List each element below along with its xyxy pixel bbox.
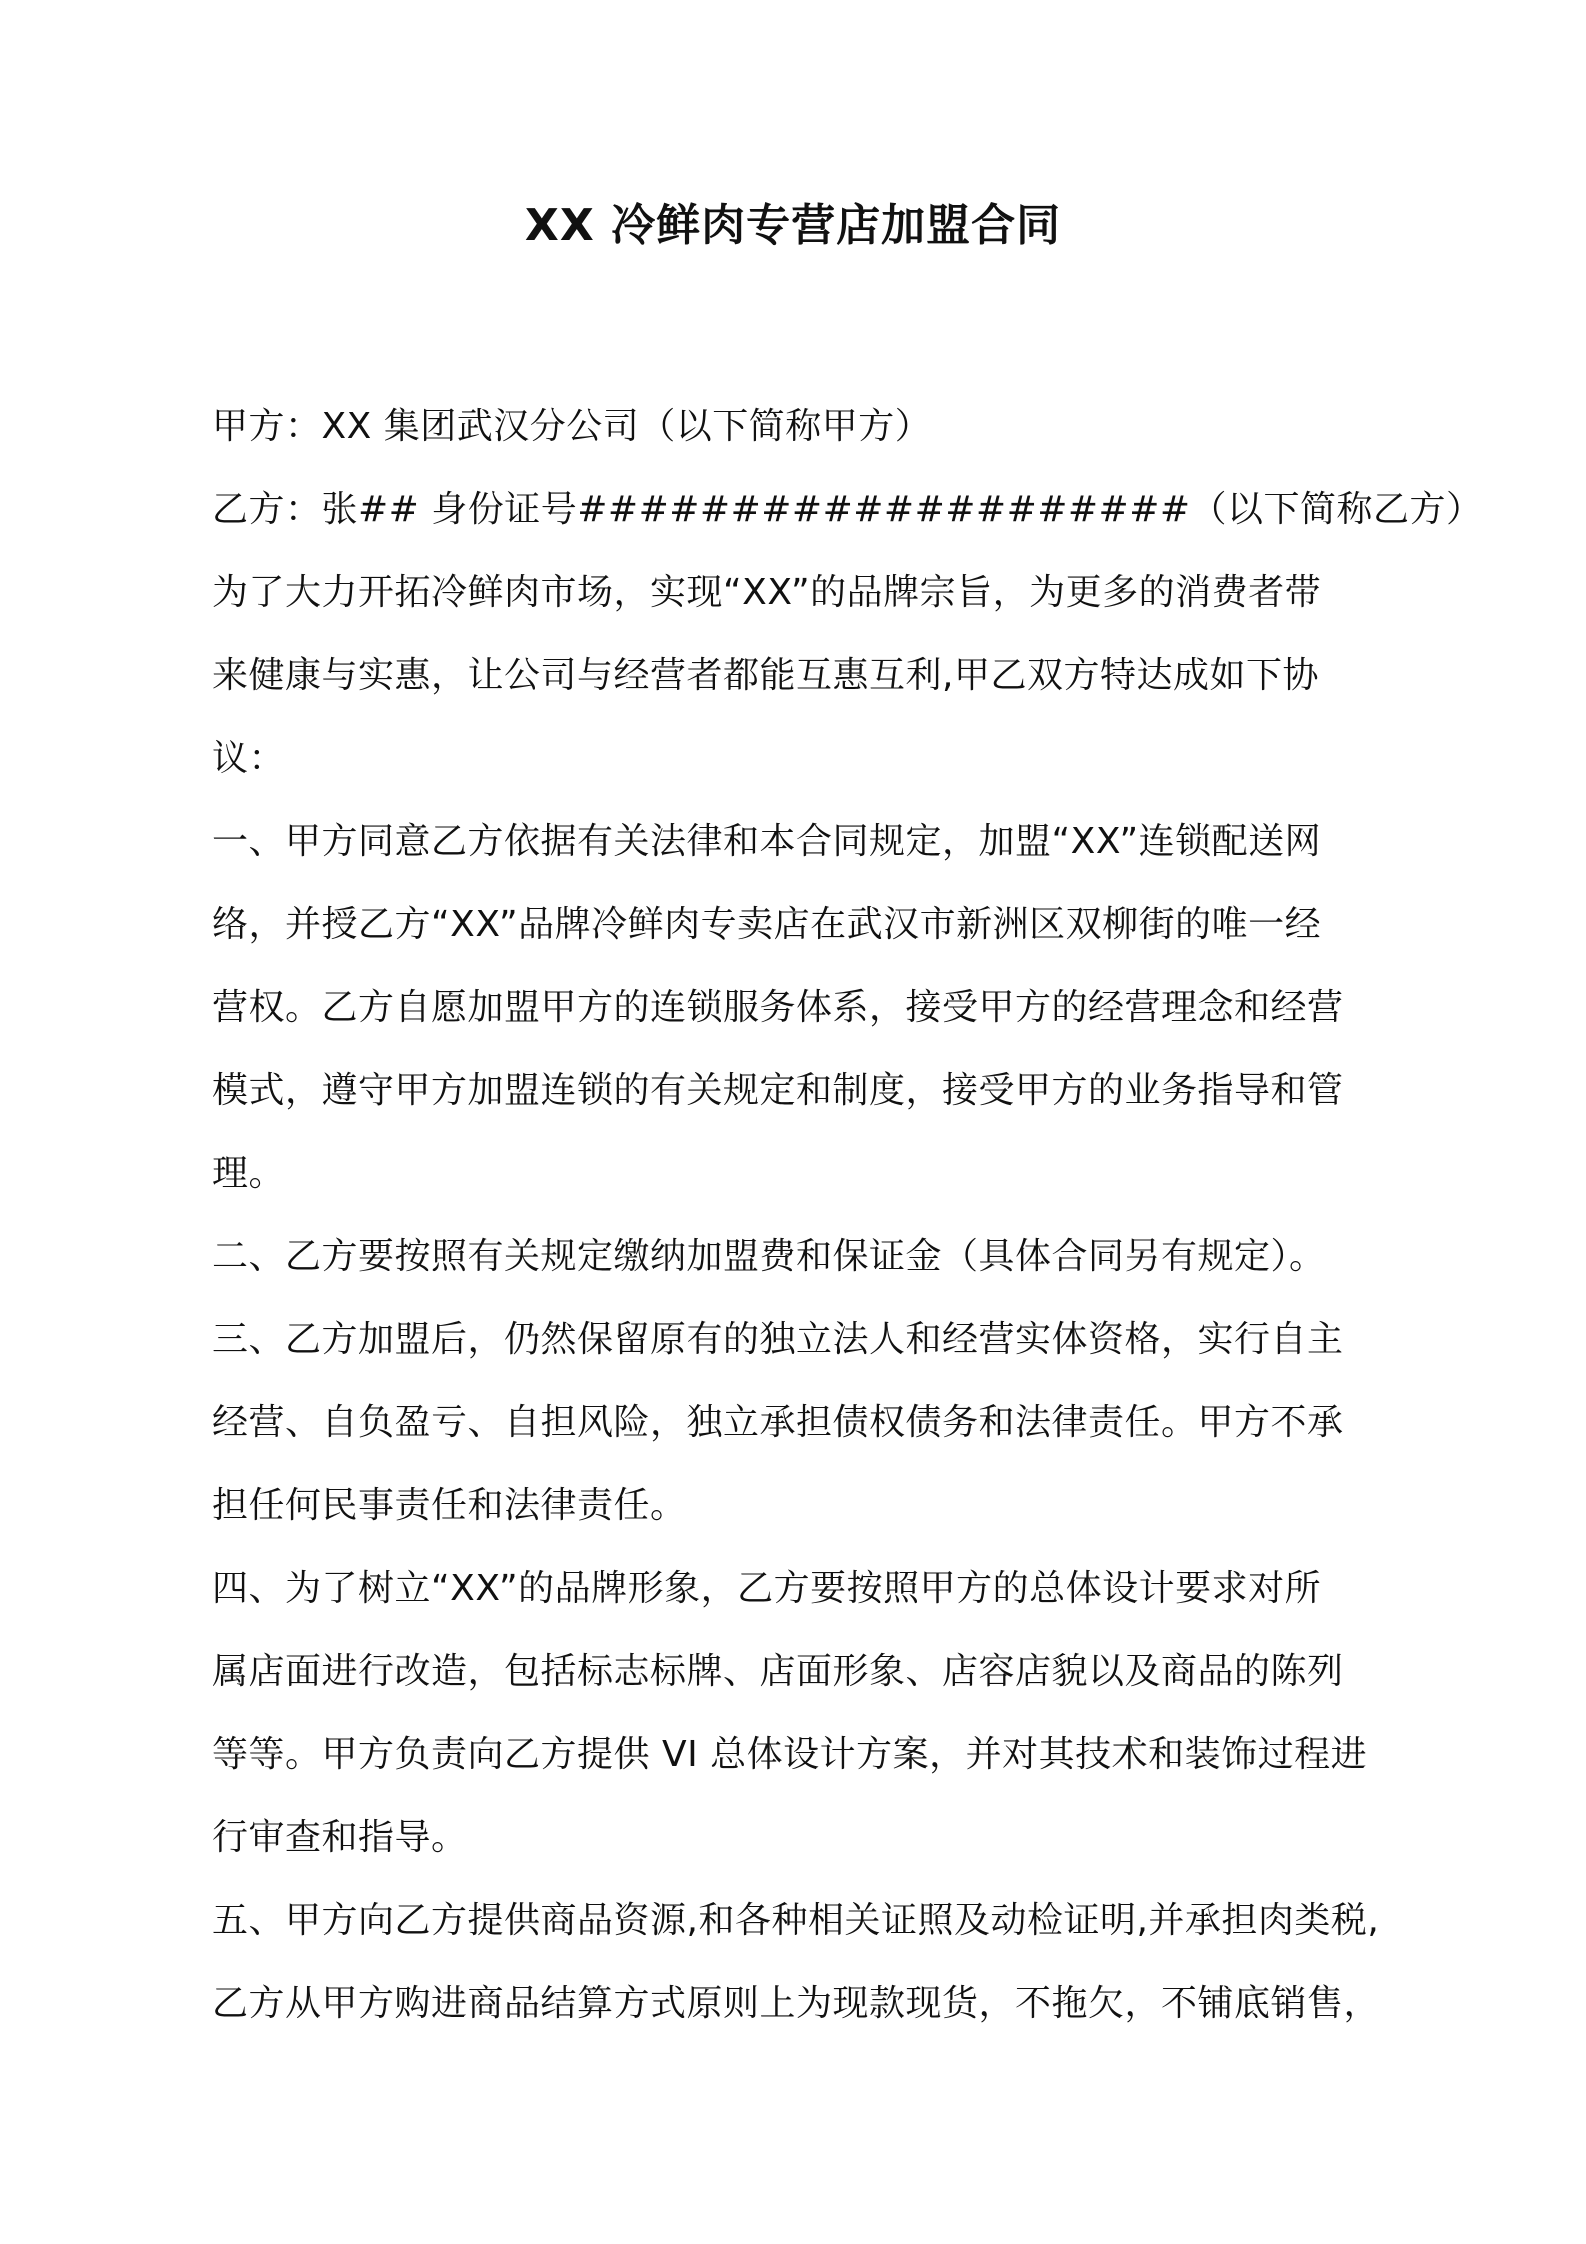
clause-line: 三、乙方加盟后，仍然保留原有的独立法人和经营实体资格，实行自主 xyxy=(212,1319,1344,1360)
intro-line: 为了大力开拓冷鲜肉市场，实现“XX”的品牌宗旨，为更多的消费者带 xyxy=(212,572,1322,613)
clause-line: 等等。甲方负责向乙方提供 VI 总体设计方案，并对其技术和装饰过程进 xyxy=(212,1734,1368,1775)
intro-paragraph xyxy=(212,551,1392,800)
clause-2 xyxy=(212,1215,1392,1298)
clause-line: 一、甲方同意乙方依据有关法律和本合同规定，加盟“XX”连锁配送网 xyxy=(212,821,1322,862)
party-a-line: 甲方：XX 集团武汉分公司（以下简称甲方） xyxy=(212,406,932,447)
contract-title: XX 冷鲜肉专营店加盟合同 xyxy=(524,200,1062,251)
clause-line: 经营、自负盈亏、自担风险，独立承担债权债务和法律责任。甲方不承 xyxy=(212,1402,1344,1443)
clause-line: 乙方从甲方购进商品结算方式原则上为现款现货，不拖欠，不铺底销售， xyxy=(212,1983,1381,2024)
clause-line: 属店面进行改造，包括标志标牌、店面形象、店容店貌以及商品的陈列 xyxy=(212,1651,1344,1692)
clause-line: 营权。乙方自愿加盟甲方的连锁服务体系，接受甲方的经营理念和经营 xyxy=(212,987,1344,1028)
clause-1 xyxy=(212,800,1392,1215)
clause-5 xyxy=(212,1879,1392,2045)
clause-4 xyxy=(212,1547,1392,1879)
contract-body xyxy=(212,551,1392,2045)
clause-line: 五、甲方向乙方提供商品资源,和各种相关证照及动检证明,并承担肉类税, xyxy=(212,1900,1380,1941)
clause-line: 络，并授乙方“XX”品牌冷鲜肉专卖店在武汉市新洲区双柳街的唯一经 xyxy=(212,904,1322,945)
clause-3 xyxy=(212,1298,1392,1547)
clause-line: 二、乙方要按照有关规定缴纳加盟费和保证金（具体合同另有规定）。 xyxy=(212,1236,1326,1277)
intro-line: 议： xyxy=(212,738,286,779)
clause-line: 担任何民事责任和法律责任。 xyxy=(212,1485,687,1526)
clause-line: 模式，遵守甲方加盟连锁的有关规定和制度，接受甲方的业务指导和管 xyxy=(212,1070,1344,1111)
clause-line: 四、为了树立“XX”的品牌形象，乙方要按照甲方的总体设计要求对所 xyxy=(212,1568,1322,1609)
party-b-line: 乙方：张## 身份证号####################（以下简称乙方） xyxy=(212,489,1483,530)
party-info xyxy=(212,385,1483,551)
intro-line: 来健康与实惠，让公司与经营者都能互惠互利,甲乙双方特达成如下协 xyxy=(212,655,1319,696)
clause-line: 行审查和指导。 xyxy=(212,1817,468,1858)
clause-line: 理。 xyxy=(212,1153,286,1194)
